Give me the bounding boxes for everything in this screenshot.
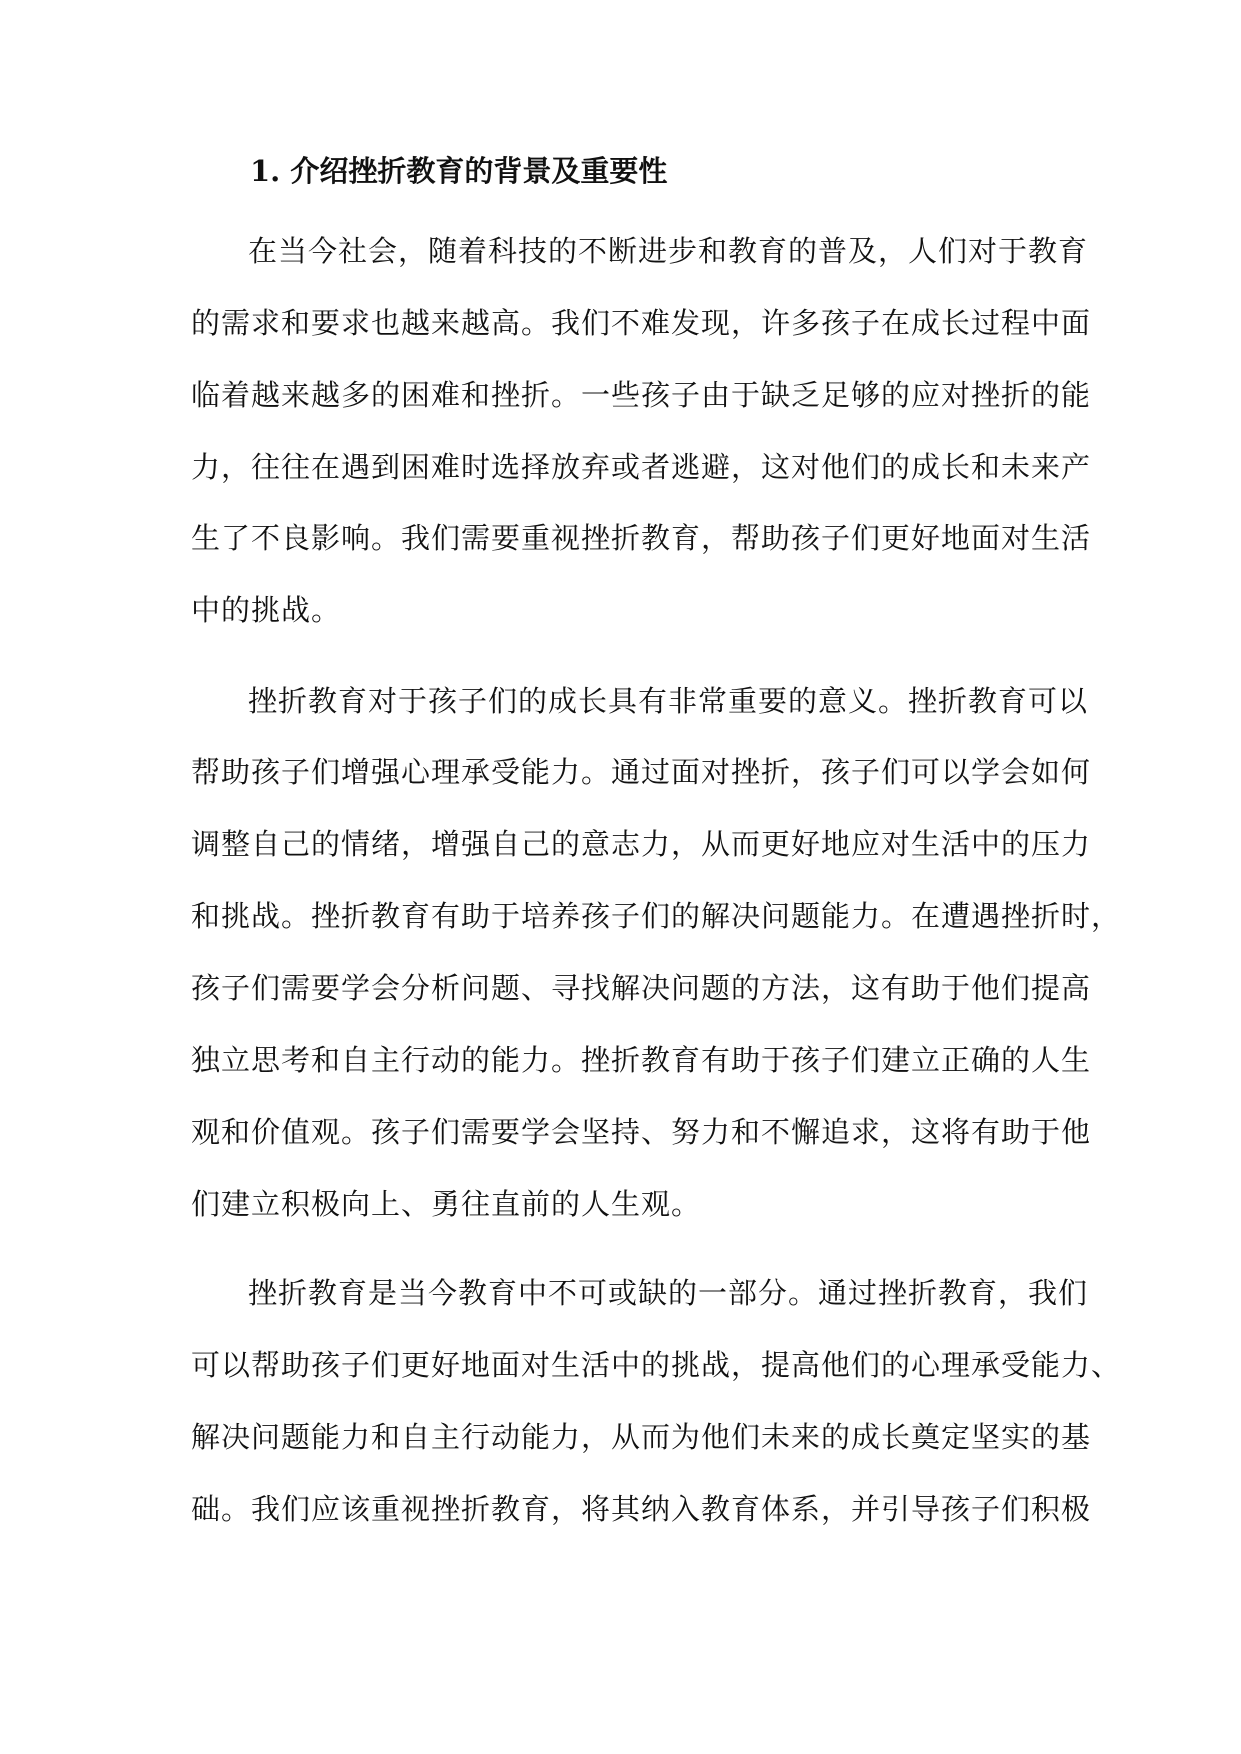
- section-heading: 1. 介绍挫折教育的背景及重要性: [250, 154, 668, 188]
- text-line: 挫折教育对于孩子们的成长具有非常重要的意义。挫折教育可以: [248, 684, 1089, 718]
- text-line: 生了不良影响。我们需要重视挫折教育，帮助孩子们更好地面对生活: [191, 521, 1092, 555]
- text-line: 在当今社会，随着科技的不断进步和教育的普及，人们对于教育: [248, 234, 1089, 268]
- text-line: 帮助孩子们增强心理承受能力。通过面对挫折，孩子们可以学会如何: [191, 755, 1092, 789]
- text-line: 调整自己的情绪，增强自己的意志力，从而更好地应对生活中的压力: [191, 827, 1092, 861]
- text-line: 可以帮助孩子们更好地面对生活中的挑战，提高他们的心理承受能力、: [191, 1348, 1122, 1382]
- text-line: 的需求和要求也越来越高。我们不难发现，许多孩子在成长过程中面: [191, 306, 1092, 340]
- text-line: 观和价值观。孩子们需要学会坚持、努力和不懈追求，这将有助于他: [191, 1115, 1092, 1149]
- text-line: 解决问题能力和自主行动能力，从而为他们未来的成长奠定坚实的基: [191, 1420, 1092, 1454]
- text-line: 临着越来越多的困难和挫折。一些孩子由于缺乏足够的应对挫折的能: [191, 378, 1092, 412]
- text-line: 力，往往在遇到困难时选择放弃或者逃避，这对他们的成长和未来产: [191, 450, 1092, 484]
- text-line: 中的挑战。: [191, 593, 342, 627]
- text-line: 和挑战。挫折教育有助于培养孩子们的解决问题能力。在遭遇挫折时，: [191, 899, 1122, 933]
- text-line: 础。我们应该重视挫折教育，将其纳入教育体系，并引导孩子们积极: [191, 1492, 1092, 1526]
- text-line: 们建立积极向上、勇往直前的人生观。: [191, 1187, 702, 1221]
- text-line: 挫折教育是当今教育中不可或缺的一部分。通过挫折教育，我们: [248, 1276, 1089, 1310]
- text-line: 孩子们需要学会分析问题、寻找解决问题的方法，这有助于他们提高: [191, 971, 1092, 1005]
- text-line: 独立思考和自主行动的能力。挫折教育有助于孩子们建立正确的人生: [191, 1043, 1092, 1077]
